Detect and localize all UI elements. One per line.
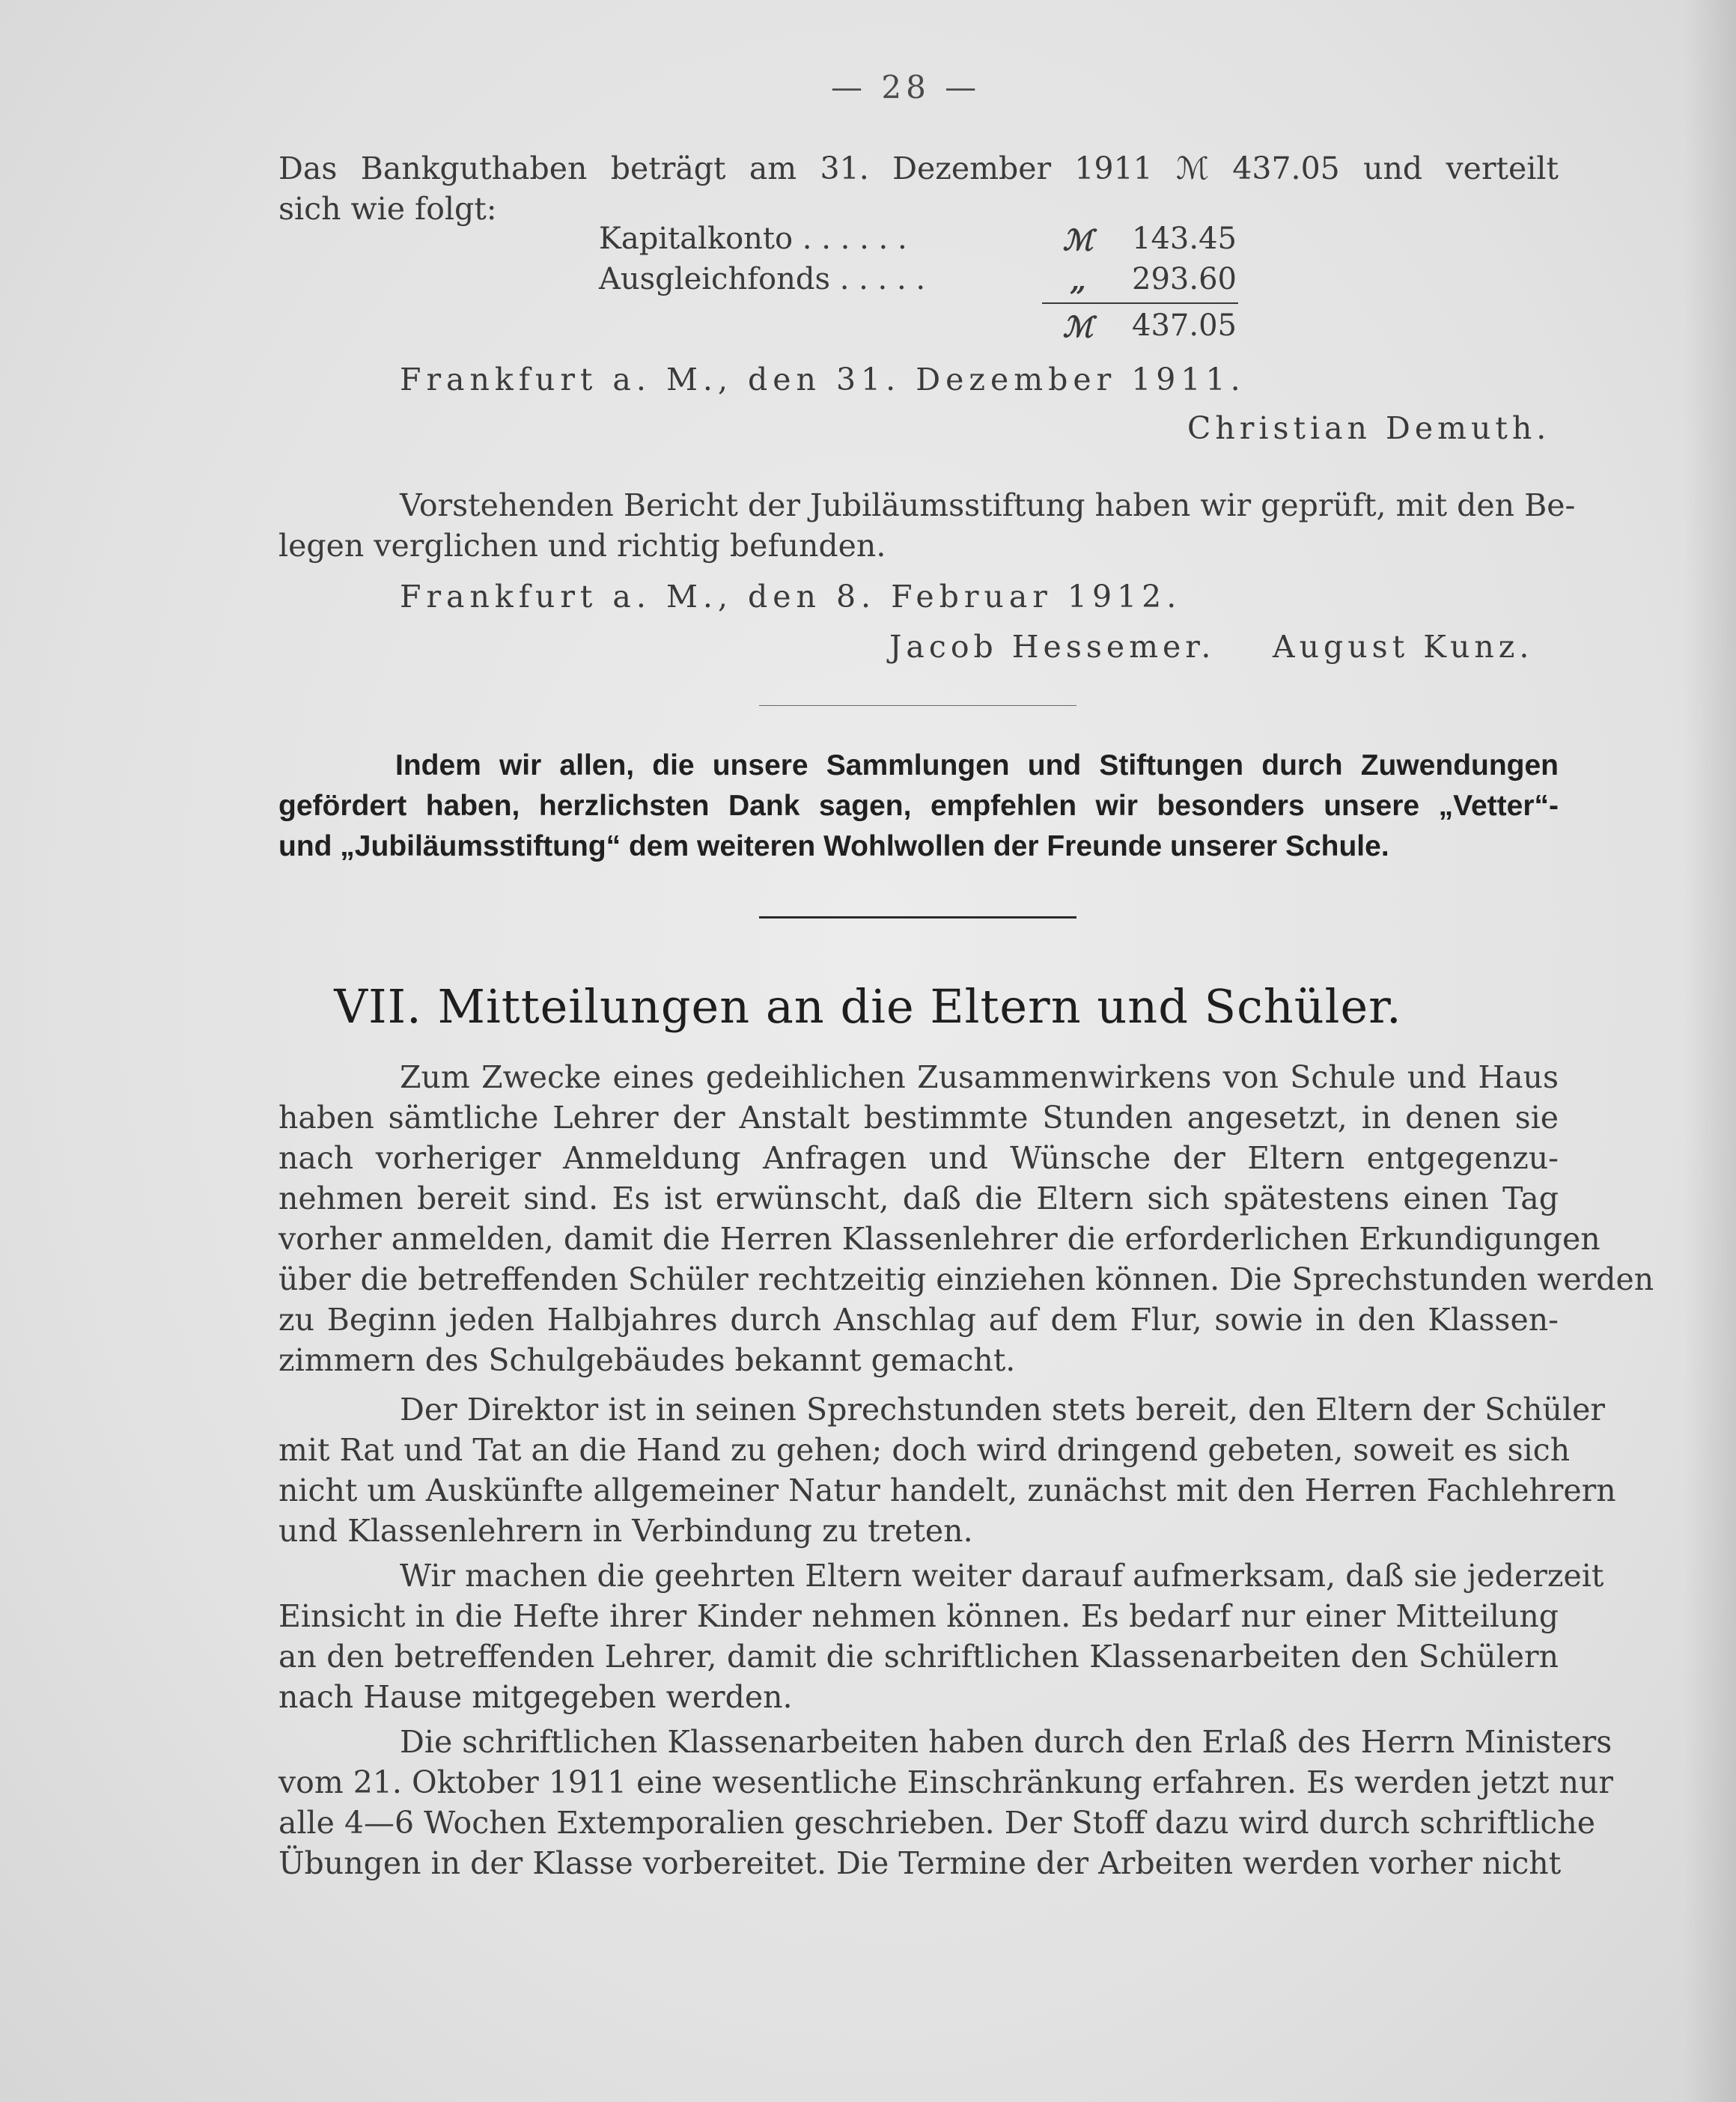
audit-place-date: Frankfurt a. M., den 8. Februar 1912. xyxy=(400,579,1182,615)
account-currency-ausgleichfonds: „ xyxy=(1070,263,1086,297)
divider-thick xyxy=(759,916,1076,919)
paragraph-4-line-3: alle 4—6 Wochen Extemporalien geschrieben. Der Stoff dazu wird durch schriftliche xyxy=(278,1805,1595,1841)
total-amount: 437.05 xyxy=(1132,308,1237,343)
thanks-line-3: und „Jubiläumsstiftung“ dem weiteren Wohlwollen der Freunde unserer Schule. xyxy=(278,830,1389,862)
paragraph-1-line-8: zimmern des Schulgebäudes bekannt gemacht. xyxy=(278,1342,1016,1378)
paragraph-1-line-4: nehmen bereit sind. Es ist erwünscht, daß die Eltern sich spätestens einen Tag xyxy=(278,1181,1559,1216)
divider-thin xyxy=(759,705,1076,706)
paragraph-4-line-1: Die schriftlichen Klassenarbeiten haben durch den Erlaß des Herrn Ministers xyxy=(400,1724,1612,1760)
account-label-ausgleichfonds: Ausgleichfonds . . . . . xyxy=(599,262,926,296)
paragraph-2-line-4: und Klassenlehrern in Verbindung zu treten. xyxy=(278,1513,973,1549)
account-currency-kapitalkonto: ℳ xyxy=(1062,223,1094,257)
paragraph-1-line-6: über die betreffenden Schüler rechtzeitig einziehen können. Die Sprechstunden werden xyxy=(278,1261,1654,1297)
bank-statement-line-2: sich wie folgt: xyxy=(278,191,497,227)
paragraph-2-line-1: Der Direktor ist in seinen Sprechstunden stets bereit, den Eltern der Schüler xyxy=(400,1392,1605,1428)
paragraph-1-line-3: nach vorheriger Anmeldung Anfragen und Wünsche der Eltern entgegenzu- xyxy=(278,1140,1559,1176)
section-title: VII. Mitteilungen an die Eltern und Schüler. xyxy=(334,979,1402,1034)
paragraph-3-line-3: an den betreffenden Lehrer, damit die schriftlichen Klassenarbeiten den Schülern xyxy=(278,1639,1559,1675)
paragraph-3-line-2: Einsicht in die Hefte ihrer Kinder nehmen können. Es bedarf nur einer Mitteilung xyxy=(278,1598,1559,1634)
audit-signer-2: August Kunz. xyxy=(1273,629,1534,665)
thanks-line-2: gefördert haben, herzlichsten Dank sagen, empfehlen wir besonders unsere „Vetter“- xyxy=(278,790,1559,822)
paragraph-3-line-4: nach Hause mitgegeben werden. xyxy=(278,1679,793,1715)
thanks-line-1: Indem wir allen, die unsere Sammlungen und Stiftungen durch Zuwendungen xyxy=(395,749,1559,782)
audit-signer-1: Jacob Hessemer. xyxy=(889,629,1216,665)
bank-statement-line-1: Das Bankguthaben beträgt am 31. Dezember 1911 ℳ 437.05 und verteilt xyxy=(278,150,1559,186)
paragraph-4-line-2: vom 21. Oktober 1911 eine wesentliche Einschränkung erfahren. Es werden jetzt nur xyxy=(278,1764,1613,1800)
audit-line-1: Vorstehenden Bericht der Jubiläumsstiftung haben wir geprüft, mit den Be- xyxy=(400,487,1576,523)
account-amount-kapitalkonto: 143.45 xyxy=(1132,222,1237,256)
audit-line-2: legen verglichen und richtig befunden. xyxy=(278,528,886,564)
account-amount-ausgleichfonds: 293.60 xyxy=(1132,262,1237,296)
paragraph-2-line-2: mit Rat und Tat an die Hand zu gehen; doch wird dringend gebeten, soweit es sich xyxy=(278,1432,1571,1468)
sum-rule xyxy=(1042,302,1238,304)
paragraph-1-line-2: haben sämtliche Lehrer der Anstalt bestimmte Stunden angesetzt, in denen sie xyxy=(278,1100,1559,1136)
account-label-kapitalkonto: Kapitalkonto . . . . . . xyxy=(599,222,907,256)
bank-place-date: Frankfurt a. M., den 31. Dezember 1911. xyxy=(400,362,1246,397)
paragraph-1-line-5: vorher anmelden, damit die Herren Klassenlehrer die erforderlichen Erkundigungen xyxy=(278,1221,1601,1257)
paragraph-1-line-1: Zum Zwecke eines gedeihlichen Zusammenwirkens von Schule und Haus xyxy=(400,1059,1559,1095)
paragraph-4-line-4: Übungen in der Klasse vorbereitet. Die Termine der Arbeiten werden vorher nicht xyxy=(278,1845,1562,1881)
paragraph-1-line-7: zu Beginn jeden Halbjahres durch Anschlag auf dem Flur, sowie in den Klassen- xyxy=(278,1302,1559,1338)
page-number: — 28 — xyxy=(831,69,981,106)
page-edge-shadow xyxy=(1684,0,1736,2102)
paragraph-2-line-3: nicht um Auskünfte allgemeiner Natur handelt, zunächst mit den Herren Fachlehrern xyxy=(278,1472,1616,1508)
bank-signature: Christian Demuth. xyxy=(1187,410,1551,446)
total-currency: ℳ xyxy=(1062,310,1094,344)
paragraph-3-line-1: Wir machen die geehrten Eltern weiter darauf aufmerksam, daß sie jederzeit xyxy=(400,1558,1604,1594)
